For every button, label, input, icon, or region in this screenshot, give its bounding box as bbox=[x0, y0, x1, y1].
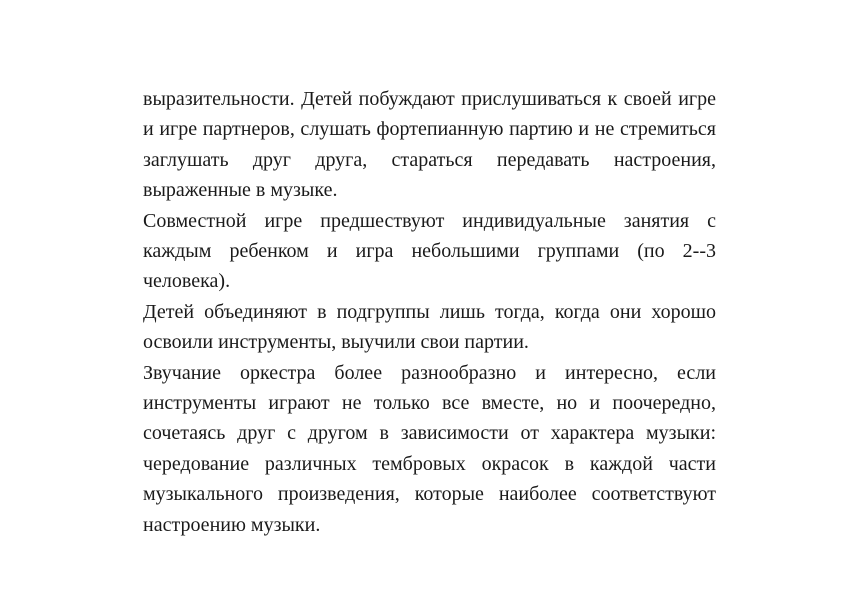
paragraph-1: выразительности. Детей побуждают прислушиваться к своей игре и игре партнеров, слушать фортепианную партию и не стремиться заглушать друг друга, стараться передавать настроения, выраженные в музыке. bbox=[143, 88, 716, 202]
document-body bbox=[143, 84, 716, 540]
paragraph-2: Совместной игре предшествуют индивидуальные занятия с каждым ребенком и игра небольшими группами (по 2--3 человека). bbox=[143, 209, 716, 293]
paragraph-4: Звучание оркестра более разнообразно и интересно, если инструменты играют не только все вместе, но и поочередно, сочетаясь друг с другом в зависимости от характера музыки: чередование различных тембровых окрасок в каждой части музыкального произведения, которые наиболее соответствуют настроению музыки. bbox=[143, 361, 716, 536]
paragraph-3: Детей объединяют в подгруппы лишь тогда, когда они хорошо освоили инструменты, выучили свои партии. bbox=[143, 300, 716, 354]
